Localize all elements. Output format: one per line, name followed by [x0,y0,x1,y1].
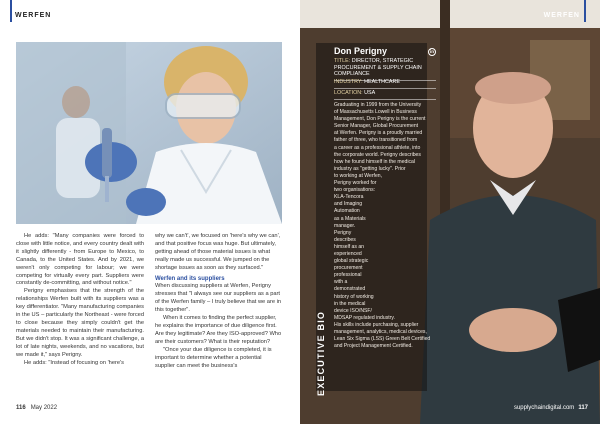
bio-line: KLA-Tencora [334,194,364,201]
location-label: LOCATION: [334,90,363,96]
paragraph: He adds: "Instead of focusing on 'here's [24,359,124,366]
right-folio [514,405,588,411]
paragraph: why we can't', we focused on 'here's why we can', and that positive focus was huge. But ultimately, getting ahead of those material issues is what really made us successful. We jumped on the shortage issues as soon as they surfaced." [155,233,281,271]
title-label: TITLE: [334,58,351,64]
bio-line: to working at Werfen, [334,172,383,179]
bio-line: and Project Management Certified. [334,343,413,350]
location-field [334,90,436,100]
bio-line: device ISO/NSF/ [334,307,372,314]
bio-line: MDSAP regulated industry. [334,314,395,321]
bio-line: with a [334,279,348,286]
lab-photo [16,42,282,224]
bio-line: the corporate world. Perigny describes [334,151,421,158]
bio-line: professional [334,272,362,279]
bio-line: at Werfen. Perigny is a proudly married [334,130,423,137]
bio-line: as a Materials [334,215,366,222]
bio-line: experienced [334,250,362,257]
bio-line: Senior Manager, Global Procurement [334,123,419,130]
page-number: 116 [16,405,26,411]
bio-line: Automation [334,208,360,215]
bio-line: of Massachusetts Lowell in Business [334,109,417,116]
bio-line: procurement [334,265,363,272]
body-column-2 [155,233,283,370]
bio-line: father of three, who transitioned from [334,137,418,144]
bio-line: how he found himself in the medical [334,158,415,165]
linkedin-icon[interactable]: in [430,49,434,54]
left-folio [16,405,57,411]
title-value: DIRECTOR, STRATEGIC PROCUREMENT & SUPPLY CHAIN COMPLIANCE [334,58,422,78]
bio-line: Graduating in 1999 from the University [334,102,422,108]
bio-line: describes [334,236,356,243]
executive-name: Don Perigny [334,46,388,56]
bio-line: demonstrated [334,286,366,293]
bio-line: His skills include purchasing, supplier [334,321,419,328]
bio-line: management, analytics, medical devices, [334,329,427,335]
bio-line: Perigny worked for [334,180,377,187]
header-rule [10,0,12,22]
body-column-1 [16,233,144,367]
bio-text [334,102,434,350]
bio-line: a career as a professional athlete, into [334,144,421,151]
industry-label: INDUSTRY: [334,79,363,85]
bio-line: Perigny [334,229,352,236]
issue-date: May 2022 [30,405,58,411]
bio-line: Management, Don Perigny is the current [334,116,426,123]
paragraph: When it comes to finding the perfect supplier, he explains the importance of due diligence first. Are they legitimate? Are they ISO-approved? Who are their customers? What is their reputation? [155,315,282,345]
brand-label: WERFEN [543,12,580,19]
site-url[interactable]: supplychaindigital.com [513,405,575,411]
bio-line: history of working [334,293,374,300]
title-field [334,58,436,81]
paragraph: Perigny emphasises that the strength of the relationships Werfen built with its suppliers was a key differentiator. "Many manufacturing companies in the US – particularly the Northeast - were forced to close because they simply couldn't get the materials needed to maintain their manufacturing. But we didn't stop. It was a significant challenge, a lot of late nights, weekends, and no vacations, but we made it," says Perigny. [16,288,144,358]
location-value: USA [364,90,376,96]
paragraph: He adds: "Many companies were forced to close with little notice, and every country dealt with it slightly differently - from Europe to Mexico, to Canada, to the United States. And by 2021, we weren't only competing for labour; we were competing for virtually every part. Suppliers were constantly de-committing, and without notice." [16,233,144,287]
industry-field [334,79,436,89]
bio-line: two organisations: [334,187,376,194]
section-subhead: Werfen and its suppliers [155,275,225,282]
bio-line: Lean Six Sigma (LSS) Green Belt Certified [334,336,431,343]
lab-scientist-illustration [16,42,282,224]
bio-line: manager. [334,222,356,229]
right-page [300,0,600,424]
bio-line: himself as an [334,243,365,250]
bio-line: global strategic [334,258,369,265]
industry-value: HEALTHCARE [364,79,401,85]
header-rule [584,0,586,22]
brand-label: WERFEN [15,12,52,19]
executive-bio-label: EXECUTIVE BIO [316,310,326,396]
bio-line: in the medical [334,300,366,307]
page-number: 117 [578,405,588,411]
paragraph: When discussing suppliers at Werfen, Perigny stresses that "I always see our suppliers as a part of the Werfen family – I truly believe that we are in this together". [155,283,282,314]
bio-line: industry as "getting lucky". Prior [334,165,406,172]
bio-line: and Imaging [334,201,363,208]
paragraph: "Once your due diligence is completed, it is important to determine whether a potential supplier can meet the business's [155,346,272,369]
